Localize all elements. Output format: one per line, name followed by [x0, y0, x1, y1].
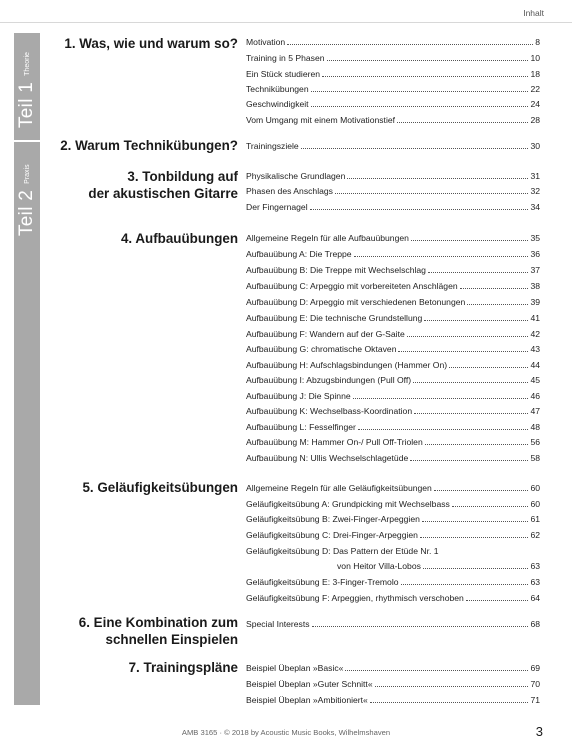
toc-entry-title: Aufbauübung N: Ullis Wechselschlagetüde	[246, 453, 409, 463]
toc-page-number: 31	[530, 171, 540, 181]
toc-entry[interactable]	[246, 590, 540, 604]
toc-leader-dots	[452, 506, 529, 507]
part-2-label	[16, 164, 38, 236]
toc-entry-title: Geläufigkeitsübung B: Zwei-Finger-Arpeggien	[246, 514, 420, 524]
header-bar	[0, 0, 572, 23]
toc-entry-title: Geläufigkeitsübung D: Das Pattern der Etüde Nr. 1	[246, 546, 439, 556]
toc-entry-title: Geläufigkeitsübung F: Arpeggien, rhythmisch verschoben	[246, 593, 464, 603]
toc-leader-dots	[460, 288, 529, 289]
part-1-subtitle: Theorie	[24, 52, 31, 76]
toc-entry[interactable]	[246, 616, 540, 630]
toc-entry[interactable]	[246, 50, 540, 64]
toc-entry-title: Aufbauübung H: Aufschlagsbindungen (Hammer On)	[246, 360, 448, 370]
toc-leader-dots	[401, 584, 529, 585]
toc-page-number: 63	[530, 561, 540, 571]
toc-leader-dots	[301, 148, 529, 149]
toc-page-number: 68	[530, 619, 540, 629]
toc-leader-dots	[414, 413, 528, 414]
toc-entry-title: Phasen des Anschlags	[246, 186, 333, 196]
toc-entry-title: Der Fingernagel	[246, 202, 308, 212]
toc-entry-title: Aufbauübung D: Arpeggio mit verschiedenen Betonungen	[246, 297, 466, 307]
toc-entry-title: Aufbauübung A: Die Treppe	[246, 249, 352, 259]
toc-entry[interactable]	[246, 230, 540, 244]
toc-entry[interactable]	[246, 511, 540, 525]
toc-entry[interactable]	[246, 66, 540, 80]
toc-leader-dots	[397, 122, 528, 123]
toc-entry-title: Aufbauübung J: Die Spinne	[246, 391, 351, 401]
toc-entry-title: Aufbauübung F: Wandern auf der G-Saite	[246, 329, 405, 339]
page-number: 3	[535, 724, 543, 739]
toc-leader-dots	[353, 398, 529, 399]
toc-leader-dots	[354, 256, 529, 257]
toc-entry[interactable]	[246, 310, 540, 324]
toc-entry-title: Aufbauübung K: Wechselbass-Koordination	[246, 406, 413, 416]
toc-page-number: 34	[530, 202, 540, 212]
toc-entry-title: Aufbauübung C: Arpeggio mit vorbereiteten Anschlägen	[246, 281, 458, 291]
toc-entry-title: Geläufigkeitsübung E: 3-Finger-Tremolo	[246, 577, 399, 587]
toc-page-number: 46	[530, 391, 540, 401]
part-1-title: Teil 1	[16, 81, 37, 128]
toc-entry[interactable]	[246, 168, 540, 182]
toc-entry[interactable]	[246, 357, 540, 371]
toc-leader-dots	[411, 240, 529, 241]
toc-entry-title: Geschwindigkeit	[246, 99, 309, 109]
toc-entry[interactable]	[246, 34, 540, 48]
toc-entry[interactable]	[246, 341, 540, 355]
toc-leader-dots	[370, 702, 529, 703]
toc-page-number: 58	[530, 453, 540, 463]
toc-entry[interactable]	[246, 96, 540, 110]
toc-leader-dots	[335, 193, 528, 194]
toc-page-number: 18	[530, 69, 540, 79]
toc-entry[interactable]	[246, 262, 540, 276]
toc-entry-title: Allgemeine Regeln für alle Geläufigkeitsübungen	[246, 483, 432, 493]
toc-entry-title: Physikalische Grundlagen	[246, 171, 346, 181]
toc-entry[interactable]	[246, 434, 540, 448]
toc-leader-dots	[311, 91, 529, 92]
toc-entry-title: Aufbauübung I: Abzugsbindungen (Pull Off)	[246, 375, 412, 385]
toc-page-number: 64	[530, 593, 540, 603]
toc-leader-dots	[420, 537, 528, 538]
toc-entry[interactable]	[246, 388, 540, 402]
toc-page-number: 56	[530, 437, 540, 447]
toc-page-number: 71	[530, 695, 540, 705]
chapter-6-title-line2: schnellen Einspielen	[105, 632, 238, 647]
toc-page-number: 61	[530, 514, 540, 524]
toc-page-number: 70	[530, 679, 540, 689]
toc-leader-dots	[312, 626, 529, 627]
toc-entry[interactable]	[246, 372, 540, 386]
chapter-7-title: 7. Trainingspläne	[128, 660, 238, 675]
part-2-subtitle: Praxis	[24, 164, 31, 184]
toc-leader-dots	[422, 521, 529, 522]
toc-leader-dots	[398, 351, 528, 352]
toc-page-number: 36	[530, 249, 540, 259]
toc-page-number: 44	[530, 360, 540, 370]
toc-leader-dots	[322, 76, 528, 77]
toc-entry-title: Training in 5 Phasen	[246, 53, 325, 63]
toc-leader-dots	[413, 382, 528, 383]
toc-leader-dots	[423, 568, 529, 569]
toc-entry[interactable]	[246, 294, 540, 308]
part-divider	[14, 140, 40, 142]
toc-page-number: 30	[530, 141, 540, 151]
toc-page-number: 28	[530, 115, 540, 125]
footer-copyright: AMB 3165 · © 2018 by Acoustic Music Books, Wilhelmshaven	[181, 728, 391, 737]
toc-page-number: 38	[530, 281, 540, 291]
toc-leader-dots	[287, 44, 533, 45]
chapter-6-title-line1: 6. Eine Kombination zum	[78, 615, 238, 630]
chapter-3-title-line1: 3. Tonbildung auf	[127, 169, 238, 184]
toc-entry-title: Geläufigkeitsübung A: Grundpicking mit Wechselbass	[246, 499, 450, 509]
toc-leader-dots	[428, 272, 529, 273]
toc-entry[interactable]	[246, 138, 540, 152]
toc-page-number: 43	[530, 344, 540, 354]
toc-leader-dots	[424, 320, 528, 321]
toc-entry-title: Technikübungen	[246, 84, 309, 94]
toc-entry-title: Motivation	[246, 37, 286, 47]
toc-page-number: 48	[530, 422, 540, 432]
toc-leader-dots	[347, 178, 528, 179]
toc-leader-dots	[434, 490, 529, 491]
toc-leader-dots	[327, 60, 529, 61]
toc-leader-dots	[425, 444, 529, 445]
toc-entry[interactable]	[246, 326, 540, 340]
toc-page-number: 45	[530, 375, 540, 385]
toc-entry-title: Aufbauübung M: Hammer On-/ Pull Off-Triolen	[246, 437, 423, 447]
toc-entry-title: von Heitor Villa-Lobos	[337, 561, 421, 571]
toc-entry-title: Aufbauübung L: Fesselfinger	[246, 422, 356, 432]
toc-entry-title: Vom Umgang mit einem Motivationstief	[246, 115, 396, 125]
toc-page-number: 24	[530, 99, 540, 109]
toc-entry[interactable]	[246, 112, 540, 126]
toc-entry[interactable]	[246, 558, 540, 572]
toc-entry-title: Allgemeine Regeln für alle Aufbauübungen	[246, 233, 409, 243]
toc-entry-title: Aufbauübung B: Die Treppe mit Wechselschlag	[246, 265, 426, 275]
toc-page-number: 60	[530, 499, 540, 509]
toc-entry-title: Beispiel Übeplan »Guter Schnitt«	[246, 679, 373, 689]
toc-page-number: 22	[530, 84, 540, 94]
chapter-3-title-line2: der akustischen Gitarre	[88, 186, 238, 201]
toc-entry[interactable]	[246, 496, 540, 510]
toc-entry[interactable]	[246, 183, 540, 197]
toc-entry[interactable]	[246, 543, 540, 557]
toc-entry[interactable]	[246, 81, 540, 95]
toc-leader-dots	[358, 429, 529, 430]
toc-entry-title: Beispiel Übeplan »Basic«	[246, 663, 344, 673]
toc-entry-title: Geläufigkeitsübung C: Drei-Finger-Arpeggien	[246, 530, 418, 540]
toc-entry-title: Trainingsziele	[246, 141, 299, 151]
toc-page-number: 41	[530, 313, 540, 323]
toc-entry[interactable]	[246, 246, 540, 260]
toc-entry[interactable]	[246, 527, 540, 541]
toc-page-number: 42	[530, 329, 540, 339]
toc-leader-dots	[467, 304, 528, 305]
toc-leader-dots	[407, 336, 529, 337]
toc-entry[interactable]	[246, 419, 540, 433]
part-sidebar	[14, 33, 40, 705]
part-2-title: Teil 2	[16, 189, 37, 236]
toc-entry[interactable]	[246, 660, 540, 674]
toc-entry[interactable]	[246, 199, 540, 213]
toc-page-number: 69	[530, 663, 540, 673]
toc-entry-title: Ein Stück studieren	[246, 69, 321, 79]
part-1-label	[16, 52, 38, 128]
chapter-4-title: 4. Aufbauübungen	[120, 231, 238, 246]
chapter-5-title: 5. Geläufigkeitsübungen	[82, 480, 238, 495]
toc-entry-title: Beispiel Übeplan »Ambitioniert«	[246, 695, 368, 705]
toc-entry-title: Special Interests	[246, 619, 310, 629]
section-header-label: Inhalt	[523, 8, 544, 18]
toc-leader-dots	[345, 670, 528, 671]
toc-entry[interactable]	[246, 403, 540, 417]
toc-entry[interactable]	[246, 278, 540, 292]
toc-page-number: 32	[530, 186, 540, 196]
toc-leader-dots	[466, 600, 529, 601]
toc-entry-title: Aufbauübung G: chromatische Oktaven	[246, 344, 397, 354]
chapter-1-title: 1. Was, wie und warum so?	[64, 36, 238, 51]
toc-leader-dots	[449, 367, 528, 368]
toc-page-number: 60	[530, 483, 540, 493]
toc-entry-title: Aufbauübung E: Die technische Grundstellung	[246, 313, 423, 323]
chapter-2-title: 2. Warum Technikübungen?	[60, 138, 238, 153]
toc-entry[interactable]	[246, 574, 540, 588]
toc-page-number: 62	[530, 530, 540, 540]
toc-entry[interactable]	[246, 692, 540, 706]
toc-entry[interactable]	[246, 450, 540, 464]
toc-page-number: 63	[530, 577, 540, 587]
toc-leader-dots	[311, 106, 529, 107]
toc-page-number: 37	[530, 265, 540, 275]
toc-page-number: 39	[530, 297, 540, 307]
toc-page-number: 35	[530, 233, 540, 243]
toc-entry[interactable]	[246, 480, 540, 494]
toc-page-number: 47	[530, 406, 540, 416]
toc-leader-dots	[310, 209, 529, 210]
toc-page-number: 8	[535, 37, 540, 47]
toc-entry[interactable]	[246, 676, 540, 690]
toc-leader-dots	[410, 460, 528, 461]
toc-page-number: 10	[530, 53, 540, 63]
toc-leader-dots	[375, 686, 529, 687]
